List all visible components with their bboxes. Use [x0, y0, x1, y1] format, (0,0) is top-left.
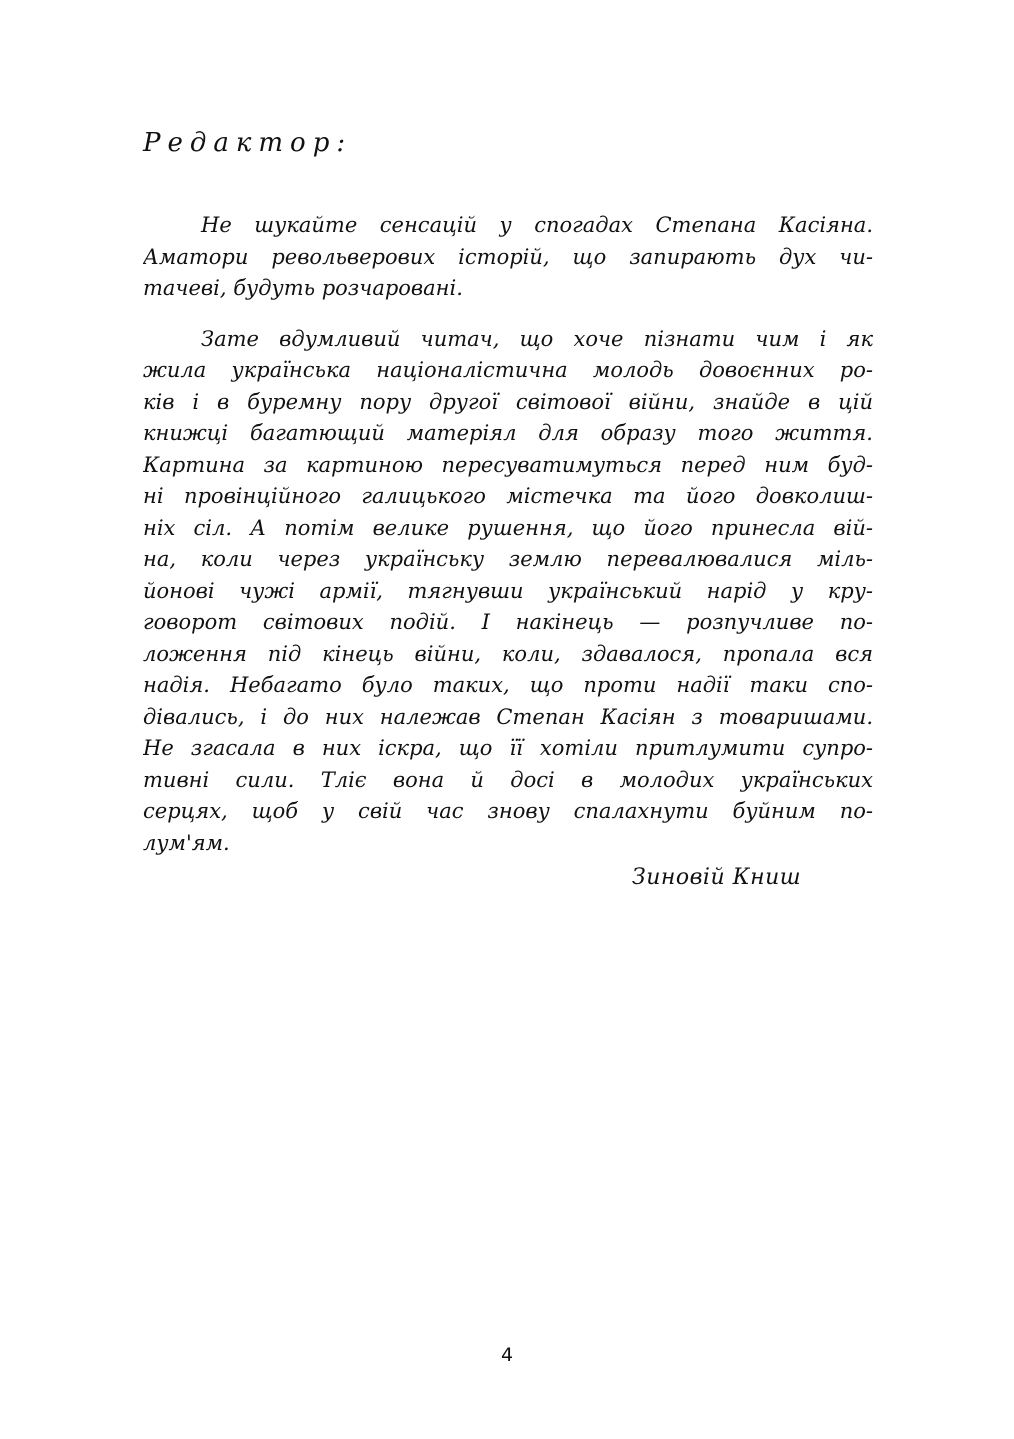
text-line: надія. Небагато було таких, що проти надії таки спо-	[143, 673, 873, 697]
text-line: Картина за картиною пересуватимуться перед ним буд-	[143, 452, 873, 477]
text-line: ложення під кінець війни, коли, здавалося, пропала вся	[143, 641, 873, 666]
text-line: тачеві, будуть розчаровані.	[143, 276, 463, 300]
paragraph-gap	[143, 305, 873, 324]
text-line: книжці багатющий матеріял для образу того життя.	[143, 421, 873, 445]
paragraph-2	[143, 324, 873, 860]
text-line: лум'ям.	[143, 830, 230, 855]
text-line: тивні сили. Тліє вона й досі в молодих українських	[143, 767, 873, 792]
text-line: Аматори револьверових історій, що запирають дух чи-	[143, 244, 873, 269]
page-number: 4	[500, 1344, 514, 1366]
text-line: Не згасала в них іскра, що її хотіли притлумити супро-	[143, 736, 873, 760]
text-line: йонові чужі армії, тягнувши український нарід у кру-	[143, 578, 873, 603]
text-line: ніх сіл. А потім велике рушення, що його принесла вій-	[143, 515, 873, 540]
editor-heading: Редактор:	[143, 128, 353, 158]
text-line: говорот світових подій. І накінець — розпучливе по-	[143, 610, 873, 634]
text-line: Не шукайте сенсацій у спогадах Степана Касіяна.	[201, 213, 873, 237]
text-line: серцях, щоб у свій час знову спалахнути буйним по-	[143, 799, 873, 823]
text-line: дівались, і до них належав Степан Касіян з товаришами.	[143, 704, 873, 729]
text-line: ні провінційного галицького містечка та його довколиш-	[143, 484, 873, 508]
author-signature: Зиновій Книш	[632, 865, 802, 890]
text-line: на, коли через українську землю перевалювалися міль-	[143, 547, 873, 571]
text-line: ків і в буремну пору другої світової війни, знайде в цій	[143, 389, 873, 414]
text-line: Зате вдумливий читач, що хоче пізнати чим і як	[201, 326, 873, 351]
paragraph-1	[143, 210, 873, 305]
text-line: жила українська націоналістична молодь довоєнних ро-	[143, 358, 873, 382]
editor-foreword	[143, 210, 873, 859]
